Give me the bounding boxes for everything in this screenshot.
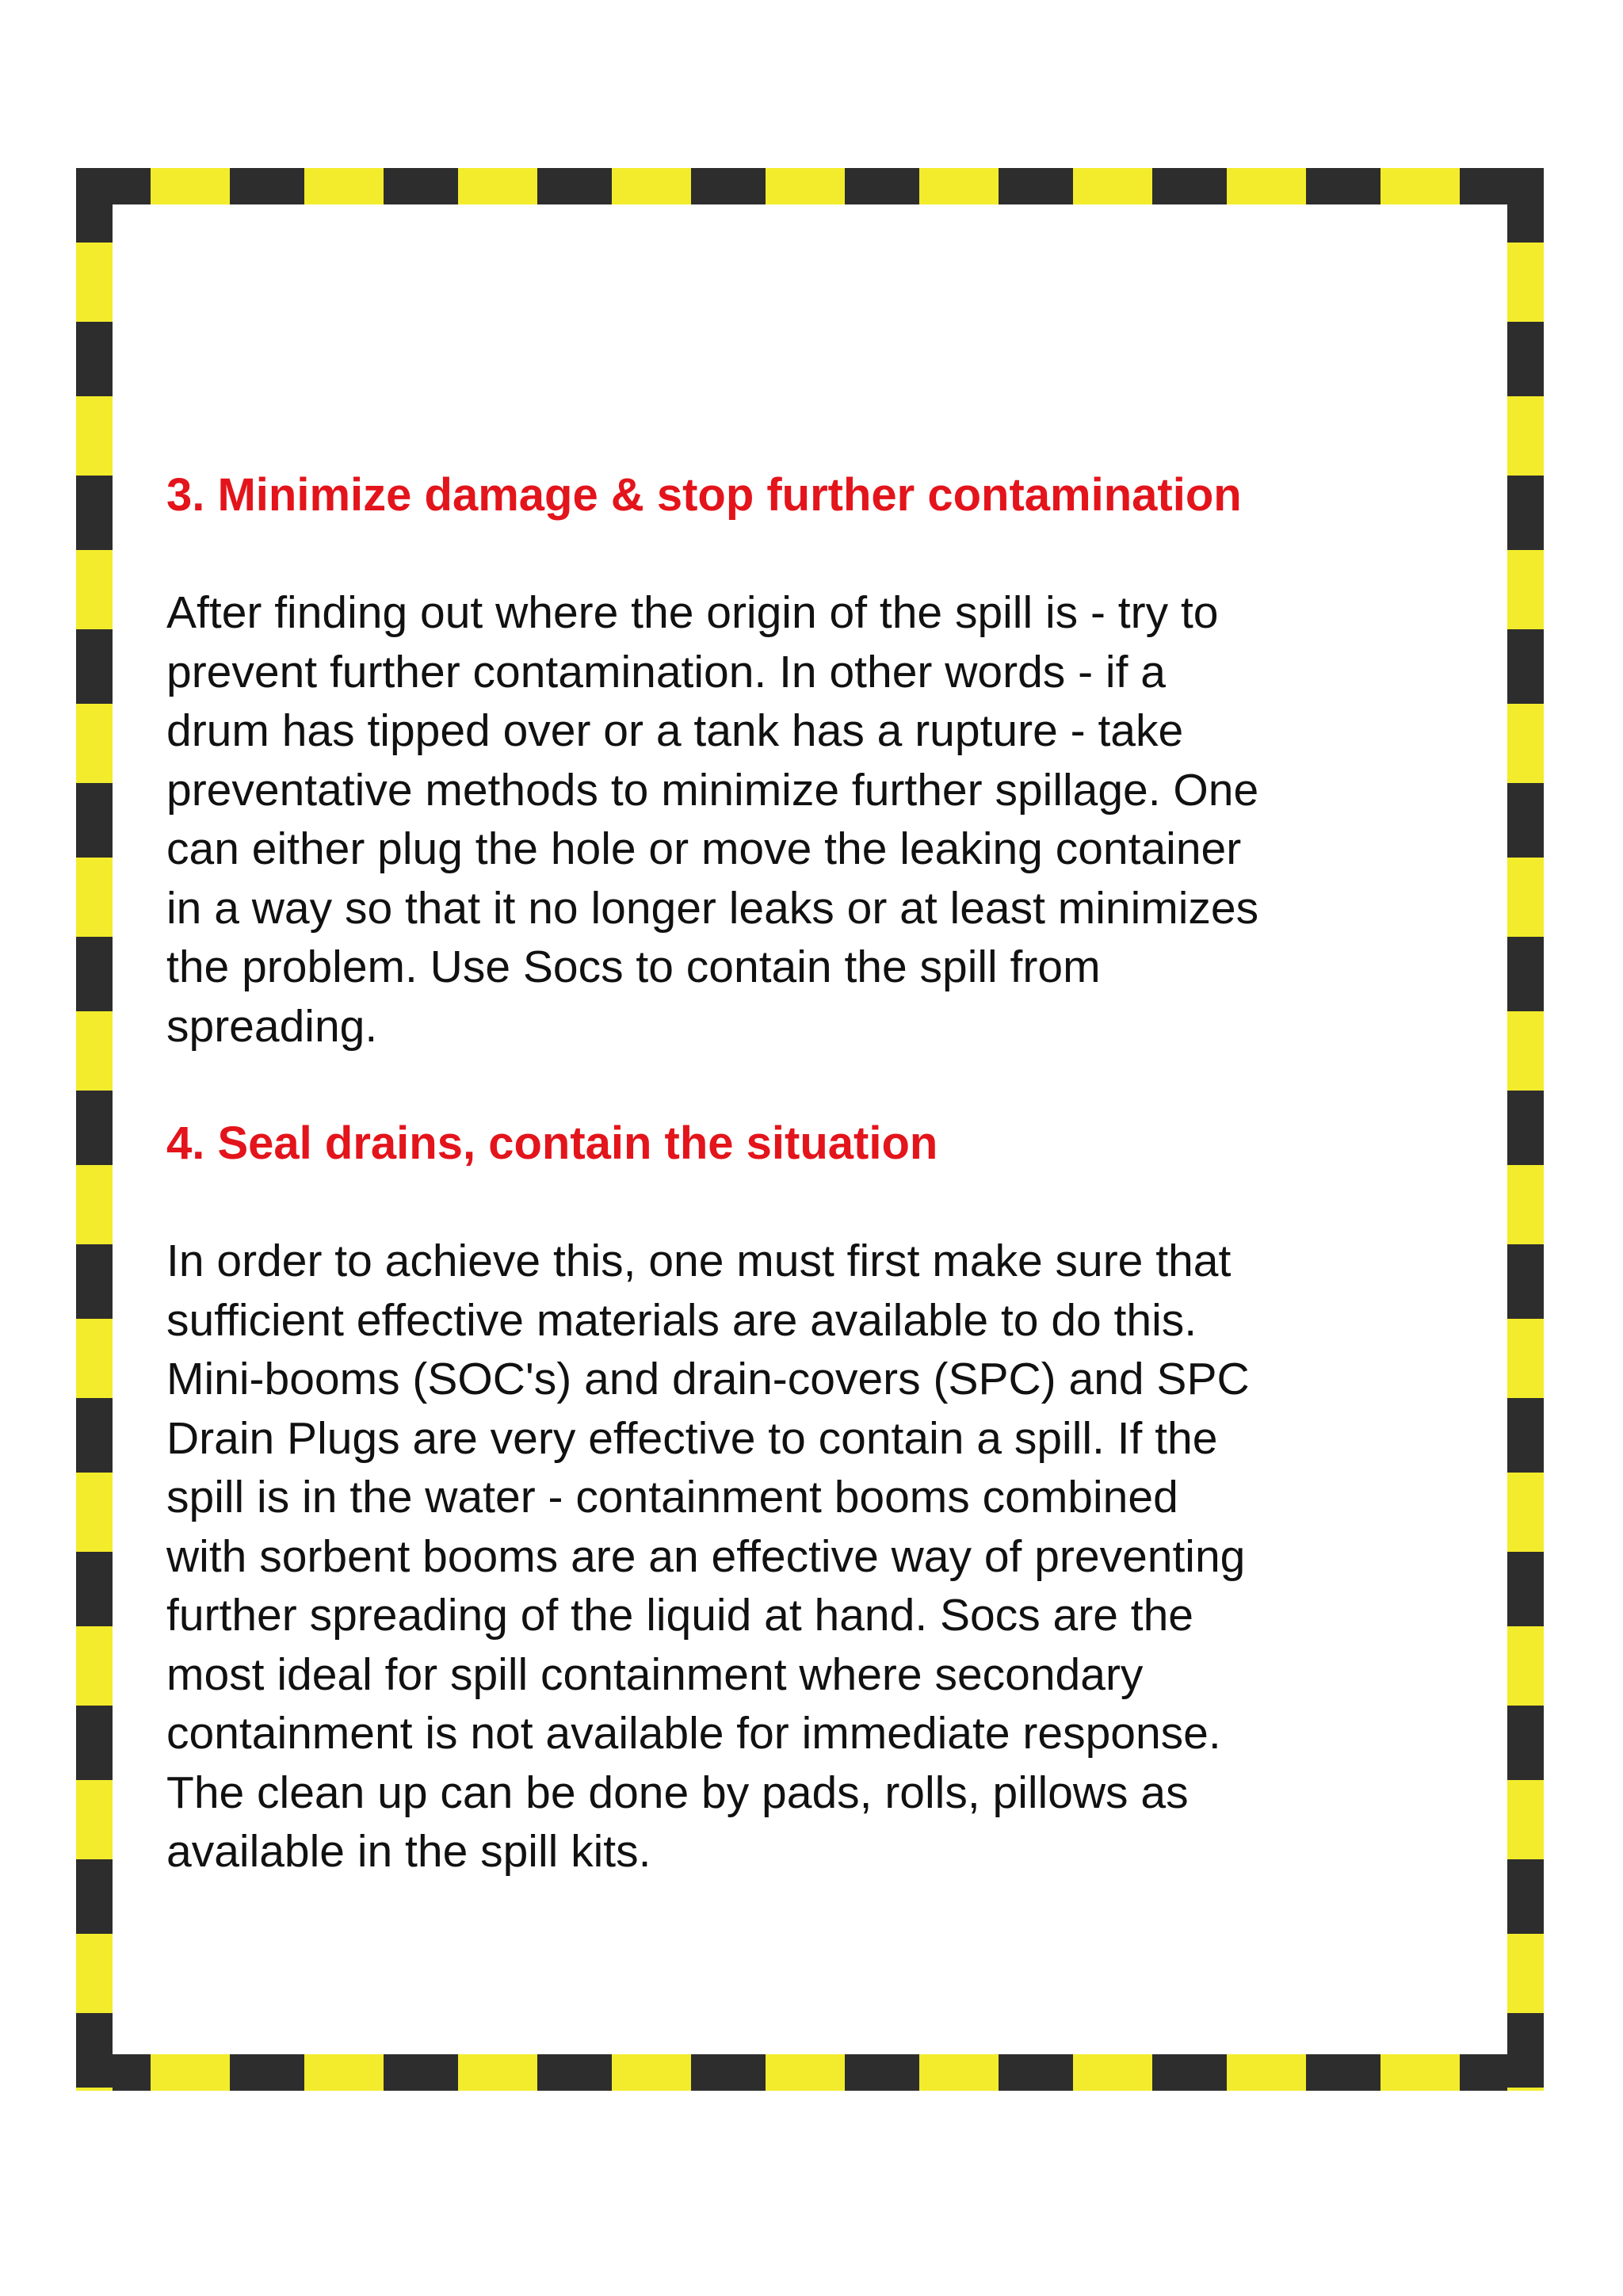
hazard-border-right [1507, 168, 1544, 2091]
section-4-body: In order to achieve this, one must first make sure that sufficient effective materials are available to do this. Mini-booms (SOC's) and drain-covers (SPC) and SPC Drain Plugs are very effective to contain a spill. If the spill is in the water - containment booms combined with sorbent booms are an effective way of preventing further spreading of the liquid at hand. Socs are the most ideal for spill containment where secondary containment is not available for immediate response. The clean up can be done by pads, rolls, pillows as available in the spill kits. [166, 1236, 1250, 1877]
document-content [166, 466, 1450, 1881]
section-3-heading: 3. Minimize damage & stop further contamination [166, 469, 1242, 521]
hazard-border-top [76, 168, 1544, 204]
section-3-body: After finding out where the origin of the spill is - try to prevent further contamination. In other words - if a drum has tipped over or a tank has a rupture - take preventative methods to minimize further spillage. One can either plug the hole or move the leaking container in a way so that it no longer leaks or at least minimizes the problem. Use Socs to contain the spill from spreading. [166, 587, 1259, 1052]
hazard-border-left [76, 168, 113, 2091]
section-4-heading: 4. Seal drains, contain the situation [166, 1117, 938, 1169]
hazard-border-bottom [76, 2054, 1544, 2091]
